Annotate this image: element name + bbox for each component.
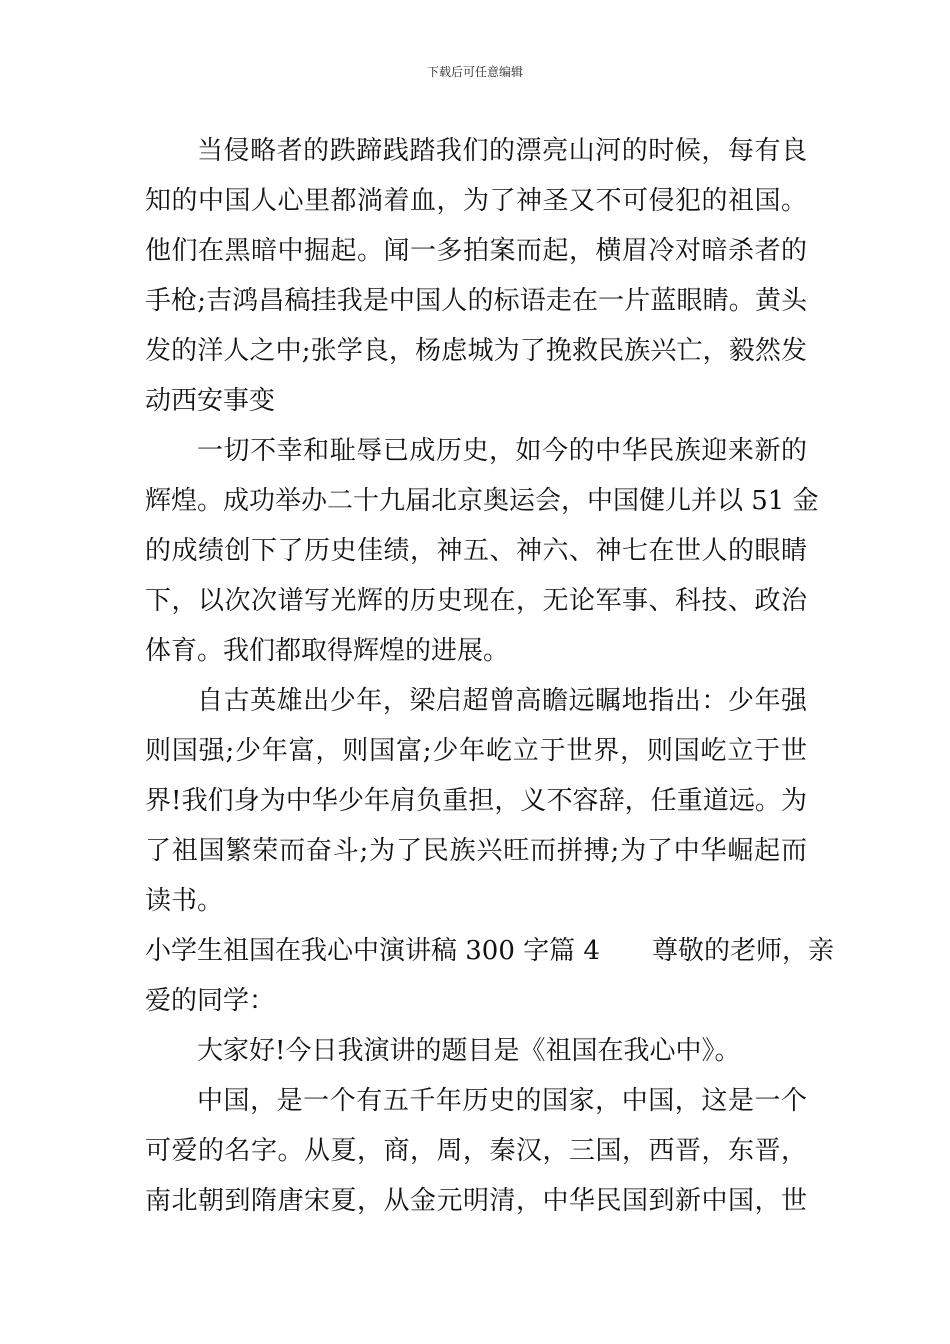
text-line: 知的中国人心里都淌着血，为了神圣又不可侵犯的祖国。 (145, 186, 807, 216)
text-line: 体育。我们都取得辉煌的进展。 (145, 636, 510, 666)
text-line: 中国，是一个有五千年历史的国家，中国，这是一个 (197, 1086, 807, 1116)
text-line: 读书。 (145, 886, 224, 916)
text-line: 的成绩创下了历史佳绩，神五、神六、神七在世人的眼睛 (145, 536, 807, 566)
text-line: 可爱的名字。从夏，商，周，秦汉，三国，西晋，东晋， (145, 1136, 807, 1166)
text-line: 南北朝到隋唐宋夏，从金元明清，中华民国到新中国，世 (145, 1186, 807, 1216)
text-line: 小学生祖国在我心中演讲稿 300 字篇 4 尊敬的老师，亲 (145, 936, 834, 966)
text-line: 大家好!今日我演讲的题目是《祖国在我心中》。 (197, 1036, 741, 1066)
text-line: 辉煌。成功举办二十九届北京奥运会，中国健儿并以 51 金 (145, 486, 819, 516)
text-line: 自古英雄出少年，梁启超曾高瞻远瞩地指出：少年强 (197, 686, 807, 716)
text-line: 下，以次次谱写光辉的历史现在，无论军事、科技、政治 (145, 586, 807, 616)
text-line: 他们在黑暗中掘起。闻一多拍案而起，横眉冷对暗杀者的 (145, 236, 807, 266)
page-header-note: 下载后可任意编辑 (426, 65, 523, 79)
text-line: 一切不幸和耻辱已成历史，如今的中华民族迎来新的 (197, 436, 807, 466)
text-line: 爱的同学： (145, 986, 276, 1016)
text-line: 当侵略者的跌蹄践踏我们的漂亮山河的时候，每有良 (197, 136, 807, 166)
text-line: 则国强;少年富，则国富;少年屹立于世界，则国屹立于世 (145, 736, 807, 766)
text-line: 界!我们身为中华少年肩负重担，义不容辞，任重道远。为 (145, 786, 807, 816)
text-line: 手枪;吉鸿昌稿挂我是中国人的标语走在一片蓝眼睛。黄头 (145, 286, 807, 316)
text-line: 动西安事变 (145, 386, 276, 416)
document-body (145, 126, 834, 1226)
text-line: 了祖国繁荣而奋斗;为了民族兴旺而拼搏;为了中华崛起而 (145, 836, 807, 866)
text-line: 发的洋人之中;张学良，杨虑城为了挽救民族兴亡，毅然发 (145, 336, 807, 366)
